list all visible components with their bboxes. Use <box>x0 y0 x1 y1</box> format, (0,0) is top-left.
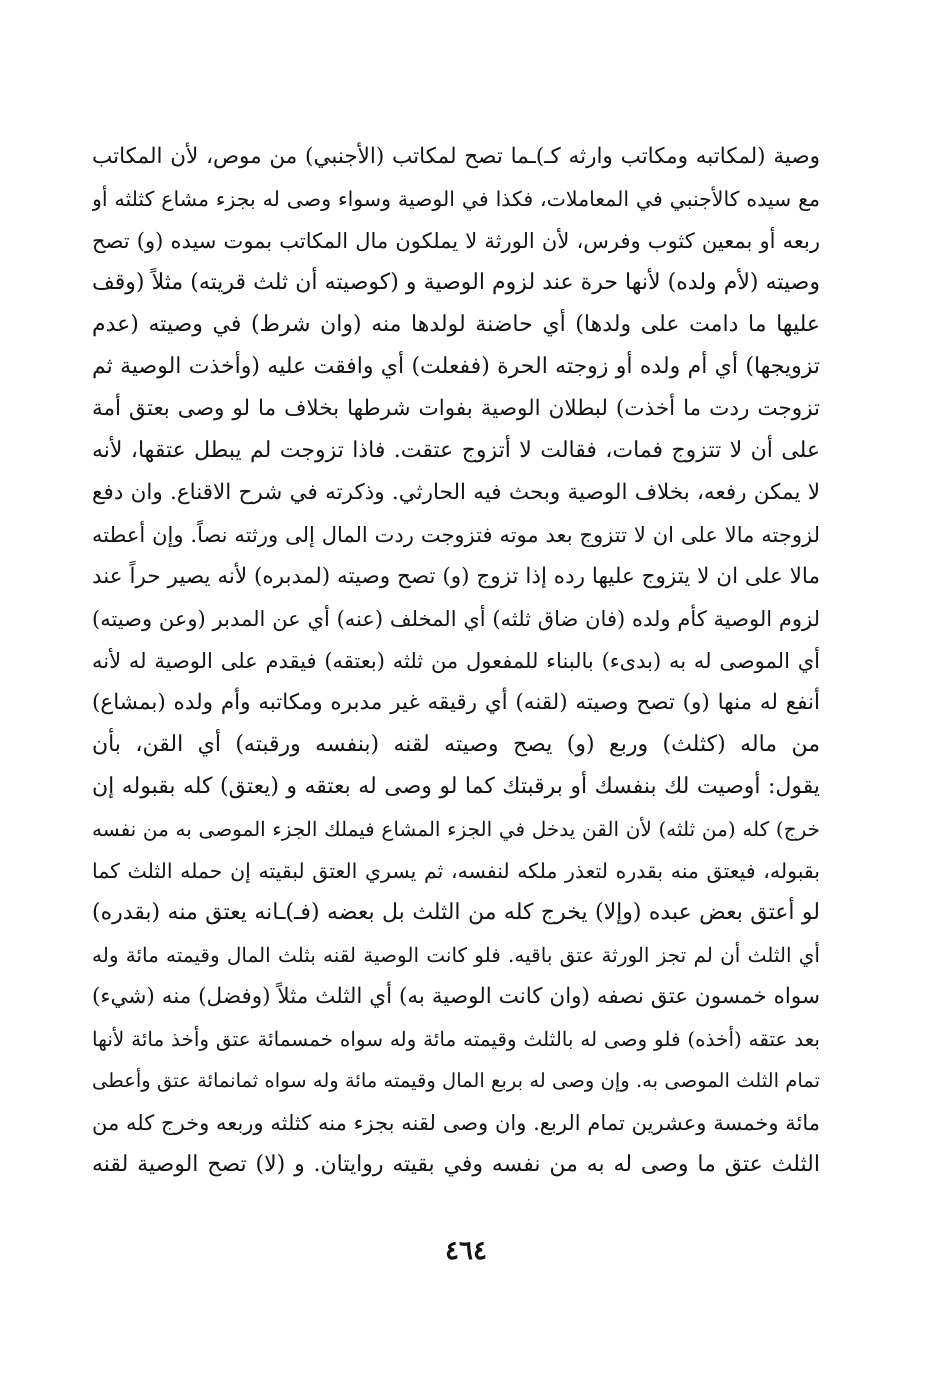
text-line: من ماله (كثلث) وربع (و) يصح وصيته لقنه (بنفسه ورقبته) أي القن، بأن <box>92 732 820 757</box>
text-line: تزوجت ردت ما أخذت) لبطلان الوصية بفوات شرطها بخلاف ما لو وصى بعتق أمة <box>92 396 820 421</box>
text-line: الثلث عتق ما وصى له به من نفسه وفي بقيته روايتان. و (لا) تصح الوصية لقنه <box>92 1152 820 1177</box>
text-line: خرج) كله (من ثلثه) لأن القن يدخل في الجزء المشاع فيملك الجزء الموصى به من نفسه <box>92 817 820 841</box>
text-line: لزوم الوصية كأم ولده (فان ضاق ثلثه) أي المخلف (عنه) أي عن المدبر (وعن وصيته) <box>92 607 820 631</box>
text-line: وصية (لمكاتبه ومكاتب وارثه كـ)ـما تصح لمكاتب (الأجنبي) من موص، لأن المكاتب <box>92 144 820 169</box>
text-line: لا يمكن رفعه، بخلاف الوصية وبحث فيه الحارثي. وذكرته في شرح الاقناع. وان دفع <box>92 480 820 505</box>
text-line: بعد عتقه (أخذه) فلو وصى له بالثلث وقيمته مائة وله سواه خمسمائة عتق وأخذ مائة لأنها <box>92 1027 820 1051</box>
text-line: على أن لا تتزوج فمات، فقالت لا أتزوج عتقت. فاذا تزوجت لم يبطل عتقها، لأنه <box>92 438 820 463</box>
text-line: مائة وخمسة وعشرين تمام الربع. وان وصى لقنه بجزء منه كثلثه وربعه وخرج كله من <box>92 1111 820 1135</box>
text-line: لو أعتق بعض عبده (وإلا) يخرج كله من الثلث بل بعضه (فـ)ـانه يعتق منه (بقدره) <box>92 900 820 925</box>
page-number: ٤٦٤ <box>445 1236 487 1266</box>
body-text <box>92 136 820 1186</box>
text-line: عليها ما دامت على ولدها) أي حاضنة لولدها منه (وان شرط) في وصيته (عدم <box>92 312 820 337</box>
text-line: أي الموصى له به (بدىء) بالبناء للمفعول من ثلثه (بعتقه) فيقدم على الوصية له لأنه <box>92 649 820 673</box>
text-line: أنفع له منها (و) تصح وصيته (لقنه) أي رقيقه غير مدبره ومكاتبه وأم ولده (بمشاع) <box>92 690 820 715</box>
text-line: سواه خمسون عتق نصفه (وان كانت الوصية به) أي الثلث مثلاً (وفضل) منه (شيء) <box>92 984 820 1009</box>
text-line: لزوجته مالا على ان لا تتزوج بعد موته فتزوجت ردت المال إلى ورثته نصاً. وإن أعطته <box>92 523 820 547</box>
text-line: بقبوله، فيعتق منه بقدره لتعذر ملكه لنفسه، ثم يسري العتق لبقيته إن حمله الثلث كما <box>92 859 820 883</box>
text-line: تمام الثلث الموصى به. وإن وصى له بربع المال وقيمته مائة وله سواه ثمانمائة عتق وأعطى <box>92 1069 820 1092</box>
text-line: تزويجها) أي أم ولده أو زوجته الحرة (ففعلت) أي وافقت عليه (وأخذت الوصية ثم <box>92 354 820 379</box>
text-line: ربعه أو بمعين كثوب وفرس، لأن الورثة لا يملكون مال المكاتب بموت سيده (و) تصح <box>92 229 820 253</box>
text-line: يقول: أوصيت لك بنفسك أو برقبتك كما لو وصى له بعتقه و (يعتق) كله بقبوله إن <box>92 774 820 799</box>
text-line: مالا على ان لا يتزوج عليها رده إذا تزوج (و) تصح وصيته (لمدبره) لأنه يصير حراً عند <box>92 564 820 589</box>
text-line: وصيته (لأم ولده) لأنها حرة عند لزوم الوصية و (كوصيته أن ثلث قريته) مثلاً (وقف <box>92 270 820 295</box>
text-line: أي الثلث أن لم تجز الورثة عتق باقيه. فلو كانت الوصية لقنه بثلث المال وقيمته مائة وله <box>92 943 820 967</box>
text-line: مع سيده كالأجنبي في المعاملات، فكذا في الوصية وسواء وصى له بجزء مشاع كثلثه أو <box>92 187 820 211</box>
